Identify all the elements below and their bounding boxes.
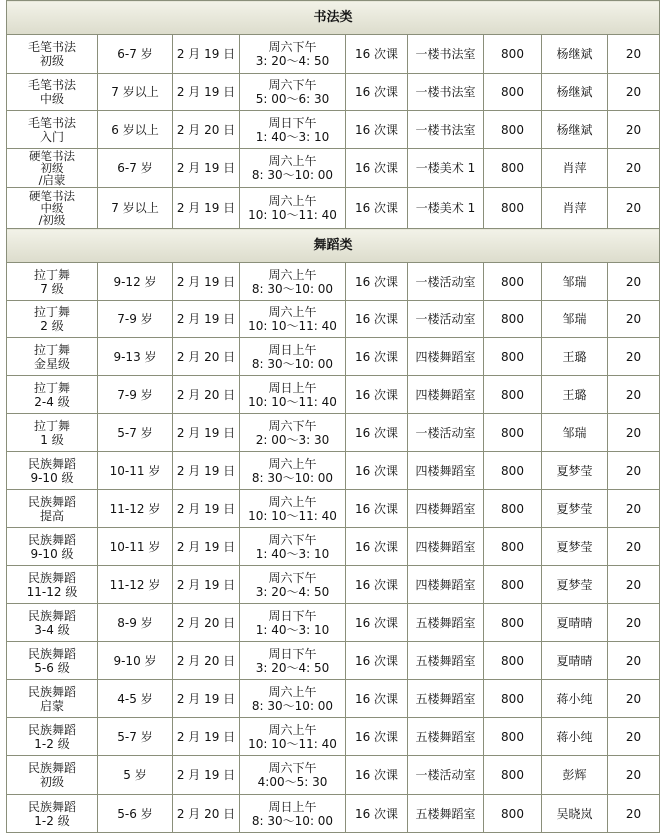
quota-cell: 20 [608,528,660,566]
fee-cell: 800 [484,376,542,414]
age-range-cell: 7 岁以上 [98,188,173,229]
class-time-cell [240,642,346,680]
fee-cell: 800 [484,74,542,111]
lesson-count-cell: 16 次课 [346,149,408,188]
table-row [7,414,660,452]
course-name-line: 初级 [39,54,64,68]
classroom-cell: 四楼舞蹈室 [408,338,484,376]
class-time-line: 周日下午 [268,646,317,661]
lesson-count-cell: 16 次课 [346,566,408,604]
course-name-cell [7,111,98,149]
start-date-cell: 2 月 19 日 [173,414,240,452]
schedule-table [6,0,660,833]
classroom-cell: 一楼活动室 [408,756,484,795]
table-row [7,149,660,188]
lesson-count-cell: 16 次课 [346,718,408,756]
class-time-cell [240,680,346,718]
start-date-cell: 2 月 19 日 [173,528,240,566]
course-name-cell [7,795,98,833]
course-name-line: 9-10 级 [30,546,74,561]
quota-cell: 20 [608,566,660,604]
course-name-cell [7,149,98,188]
quota-cell: 20 [608,263,660,301]
course-name-line: 5-6 级 [34,660,70,675]
class-time-line: 周日上午 [268,380,317,395]
table-row [7,490,660,528]
age-range-cell: 4-5 岁 [98,680,173,718]
course-name-line: 3-4 级 [34,622,70,637]
teacher-cell: 王璐 [542,376,608,414]
course-name-line: 中级 [40,201,64,215]
course-name-line: 民族舞蹈 [27,570,76,585]
lesson-count-cell: 16 次课 [346,642,408,680]
lesson-count-cell: 16 次课 [346,188,408,229]
course-name-line: 拉丁舞 [33,342,70,357]
fee-cell: 800 [484,188,542,229]
age-range-cell: 7 岁以上 [98,74,173,111]
course-name-line: 民族舞蹈 [27,608,76,623]
class-time-line: 周日上午 [268,799,317,814]
start-date-cell: 2 月 19 日 [173,74,240,111]
quota-cell: 20 [608,642,660,680]
quota-cell: 20 [608,452,660,490]
class-time-line: 周六上午 [268,305,317,319]
fee-cell: 800 [484,604,542,642]
start-date-cell: 2 月 19 日 [173,149,240,188]
course-name-line: 2-4 级 [34,394,70,409]
course-schedule [6,0,659,833]
course-name-line: 初级 [39,775,64,789]
quota-cell: 20 [608,35,660,74]
table-row [7,566,660,604]
course-name-line: 提高 [39,508,64,523]
course-name-line: /启蒙 [38,173,66,187]
class-time-cell [240,414,346,452]
course-name-cell [7,642,98,680]
teacher-cell: 肖萍 [542,188,608,229]
fee-cell: 800 [484,301,542,338]
table-row [7,452,660,490]
class-time-line: 4:00～5: 30 [257,775,328,789]
quota-cell: 20 [608,188,660,229]
lesson-count-cell: 16 次课 [346,111,408,149]
age-range-cell: 11-12 岁 [98,490,173,528]
classroom-cell: 四楼舞蹈室 [408,376,484,414]
classroom-cell: 四楼舞蹈室 [408,490,484,528]
start-date-cell: 2 月 20 日 [173,642,240,680]
age-range-cell: 7-9 岁 [98,376,173,414]
class-time-line: 8: 30～10: 00 [251,698,334,713]
class-time-line: 周六下午 [268,570,317,585]
table-row [7,680,660,718]
class-time-cell [240,188,346,229]
quota-cell: 20 [608,74,660,111]
class-time-cell [240,74,346,111]
lesson-count-cell: 16 次课 [346,263,408,301]
class-time-cell [240,452,346,490]
section-title: 舞蹈类 [7,229,660,263]
age-range-cell: 11-12 岁 [98,566,173,604]
course-name-line: 毛笔书法 [27,115,76,130]
table-row [7,528,660,566]
teacher-cell: 王璐 [542,338,608,376]
course-name-line: 1-2 级 [34,813,70,828]
class-time-line: 2: 00～3: 30 [255,432,330,447]
lesson-count-cell: 16 次课 [346,376,408,414]
age-range-cell: 6-7 岁 [98,149,173,188]
start-date-cell: 2 月 19 日 [173,452,240,490]
age-range-cell: 7-9 岁 [98,301,173,338]
class-time-line: 周日上午 [268,342,317,357]
age-range-cell: 5-6 岁 [98,795,173,833]
classroom-cell: 五楼舞蹈室 [408,680,484,718]
course-name-cell [7,414,98,452]
class-time-cell [240,263,346,301]
teacher-cell: 杨继斌 [542,74,608,111]
fee-cell: 800 [484,680,542,718]
course-name-line: 拉丁舞 [33,418,70,433]
class-time-line: 周六上午 [268,194,317,208]
class-time-cell [240,490,346,528]
course-name-cell [7,376,98,414]
table-row [7,376,660,414]
quota-cell: 20 [608,338,660,376]
course-name-line: 硬笔书法 [29,189,75,203]
quota-cell: 20 [608,756,660,795]
fee-cell: 800 [484,566,542,604]
teacher-cell: 邹瑞 [542,263,608,301]
class-time-cell [240,338,346,376]
course-name-line: 拉丁舞 [33,267,70,282]
section-header-row [7,229,660,263]
class-time-line: 8: 30～10: 00 [251,470,334,485]
teacher-cell: 邹瑞 [542,301,608,338]
class-time-line: 5: 00～6: 30 [255,92,330,106]
class-time-cell [240,149,346,188]
class-time-line: 周日下午 [268,115,317,130]
fee-cell: 800 [484,452,542,490]
class-time-line: 10: 10～11: 40 [248,508,337,523]
age-range-cell: 10-11 岁 [98,528,173,566]
fee-cell: 800 [484,795,542,833]
class-time-line: 周日下午 [268,608,317,623]
age-range-cell: 5-7 岁 [98,414,173,452]
age-range-cell: 8-9 岁 [98,604,173,642]
course-name-cell [7,338,98,376]
classroom-cell: 一楼书法室 [408,74,484,111]
course-name-cell [7,35,98,74]
classroom-cell: 四楼舞蹈室 [408,566,484,604]
fee-cell: 800 [484,111,542,149]
course-name-line: 民族舞蹈 [27,494,76,509]
lesson-count-cell: 16 次课 [346,301,408,338]
course-name-line: 7 级 [40,281,64,296]
table-row [7,718,660,756]
course-name-line: 民族舞蹈 [27,646,76,661]
quota-cell: 20 [608,795,660,833]
teacher-cell: 蒋小纯 [542,680,608,718]
class-time-cell [240,376,346,414]
class-time-cell [240,111,346,149]
class-time-cell [240,604,346,642]
fee-cell: 800 [484,35,542,74]
course-name-line: 民族舞蹈 [27,456,76,471]
classroom-cell: 五楼舞蹈室 [408,795,484,833]
start-date-cell: 2 月 20 日 [173,795,240,833]
course-name-cell [7,718,98,756]
class-time-line: 周六上午 [268,154,317,168]
teacher-cell: 彭辉 [542,756,608,795]
table-row [7,301,660,338]
quota-cell: 20 [608,376,660,414]
course-name-line: 金星级 [33,356,70,371]
teacher-cell: 邹瑞 [542,414,608,452]
quota-cell: 20 [608,414,660,452]
start-date-cell: 2 月 19 日 [173,566,240,604]
start-date-cell: 2 月 20 日 [173,604,240,642]
course-name-line: 初级 [40,161,64,175]
fee-cell: 800 [484,414,542,452]
age-range-cell: 9-13 岁 [98,338,173,376]
course-name-line: 9-10 级 [30,470,74,485]
class-time-line: 3: 20～4: 50 [255,54,330,68]
quota-cell: 20 [608,490,660,528]
teacher-cell: 杨继斌 [542,111,608,149]
classroom-cell: 四楼舞蹈室 [408,528,484,566]
start-date-cell: 2 月 19 日 [173,35,240,74]
teacher-cell: 夏梦莹 [542,566,608,604]
class-time-line: 10: 10～11: 40 [248,208,337,222]
teacher-cell: 夏梦莹 [542,452,608,490]
course-name-line: 2 级 [40,319,64,333]
start-date-cell: 2 月 19 日 [173,756,240,795]
class-time-line: 1: 40～3: 10 [255,622,330,637]
course-name-cell [7,263,98,301]
course-name-cell [7,756,98,795]
classroom-cell: 四楼舞蹈室 [408,452,484,490]
class-time-line: 1: 40～3: 10 [255,129,330,144]
lesson-count-cell: 16 次课 [346,795,408,833]
course-name-line: 11-12 级 [26,584,78,599]
teacher-cell: 蒋小纯 [542,718,608,756]
class-time-cell [240,566,346,604]
course-name-line: 民族舞蹈 [27,799,76,814]
course-name-line: 入门 [39,129,64,144]
fee-cell: 800 [484,756,542,795]
course-name-cell [7,74,98,111]
class-time-line: 10: 10～11: 40 [248,394,337,409]
class-time-cell [240,756,346,795]
course-name-line: 民族舞蹈 [27,722,76,737]
table-row [7,604,660,642]
start-date-cell: 2 月 19 日 [173,490,240,528]
lesson-count-cell: 16 次课 [346,604,408,642]
start-date-cell: 2 月 19 日 [173,301,240,338]
course-name-line: 硬笔书法 [29,149,75,163]
lesson-count-cell: 16 次课 [346,35,408,74]
course-name-cell [7,604,98,642]
classroom-cell: 一楼书法室 [408,35,484,74]
classroom-cell: 五楼舞蹈室 [408,642,484,680]
course-name-line: /初级 [38,213,66,227]
class-time-line: 8: 30～10: 00 [251,813,334,828]
fee-cell: 800 [484,528,542,566]
age-range-cell: 10-11 岁 [98,452,173,490]
class-time-line: 周六上午 [268,267,317,282]
class-time-line: 周六上午 [268,494,317,509]
class-time-cell [240,795,346,833]
fee-cell: 800 [484,490,542,528]
quota-cell: 20 [608,718,660,756]
table-row [7,642,660,680]
course-name-line: 启蒙 [39,698,64,713]
course-name-line: 民族舞蹈 [27,761,76,775]
class-time-line: 3: 20～4: 50 [255,584,330,599]
course-name-line: 1-2 级 [34,736,70,751]
course-name-line: 民族舞蹈 [27,532,76,547]
course-name-line: 毛笔书法 [27,40,76,54]
classroom-cell: 一楼活动室 [408,414,484,452]
course-name-line: 中级 [39,92,64,106]
age-range-cell: 5 岁 [98,756,173,795]
table-row [7,74,660,111]
class-time-line: 周六下午 [268,761,317,775]
table-row [7,188,660,229]
course-name-cell [7,566,98,604]
start-date-cell: 2 月 19 日 [173,188,240,229]
course-name-cell [7,680,98,718]
lesson-count-cell: 16 次课 [346,338,408,376]
class-time-line: 周六上午 [268,684,317,699]
table-row [7,263,660,301]
age-range-cell: 9-10 岁 [98,642,173,680]
class-time-line: 周六上午 [268,456,317,471]
fee-cell: 800 [484,338,542,376]
classroom-cell: 五楼舞蹈室 [408,604,484,642]
teacher-cell: 夏晴晴 [542,604,608,642]
age-range-cell: 6-7 岁 [98,35,173,74]
teacher-cell: 吴晓岚 [542,795,608,833]
quota-cell: 20 [608,301,660,338]
age-range-cell: 5-7 岁 [98,718,173,756]
quota-cell: 20 [608,149,660,188]
teacher-cell: 杨继斌 [542,35,608,74]
start-date-cell: 2 月 19 日 [173,718,240,756]
lesson-count-cell: 16 次课 [346,756,408,795]
lesson-count-cell: 16 次课 [346,74,408,111]
class-time-cell [240,301,346,338]
class-time-line: 8: 30～10: 00 [251,168,334,182]
quota-cell: 20 [608,604,660,642]
course-name-line: 拉丁舞 [33,380,70,395]
fee-cell: 800 [484,642,542,680]
course-name-cell [7,301,98,338]
lesson-count-cell: 16 次课 [346,452,408,490]
class-time-line: 周六上午 [268,722,317,737]
section-header-row [7,1,660,35]
start-date-cell: 2 月 20 日 [173,376,240,414]
class-time-line: 10: 10～11: 40 [248,319,337,333]
teacher-cell: 夏晴晴 [542,642,608,680]
quota-cell: 20 [608,111,660,149]
age-range-cell: 9-12 岁 [98,263,173,301]
table-row [7,338,660,376]
class-time-cell [240,528,346,566]
class-time-line: 周六下午 [268,40,317,54]
course-name-cell [7,528,98,566]
course-name-line: 民族舞蹈 [27,684,76,699]
class-time-line: 8: 30～10: 00 [251,281,334,296]
class-time-line: 周六下午 [268,78,317,92]
teacher-cell: 肖萍 [542,149,608,188]
table-row [7,756,660,795]
table-row [7,111,660,149]
class-time-line: 周六下午 [268,418,317,433]
fee-cell: 800 [484,718,542,756]
course-name-cell [7,452,98,490]
class-time-cell [240,718,346,756]
start-date-cell: 2 月 19 日 [173,263,240,301]
table-row [7,35,660,74]
lesson-count-cell: 16 次课 [346,680,408,718]
lesson-count-cell: 16 次课 [346,490,408,528]
class-time-line: 8: 30～10: 00 [251,356,334,371]
class-time-line: 10: 10～11: 40 [248,736,337,751]
teacher-cell: 夏梦莹 [542,528,608,566]
class-time-line: 3: 20～4: 50 [255,660,330,675]
start-date-cell: 2 月 19 日 [173,680,240,718]
table-row [7,795,660,833]
classroom-cell: 五楼舞蹈室 [408,718,484,756]
start-date-cell: 2 月 20 日 [173,111,240,149]
start-date-cell: 2 月 20 日 [173,338,240,376]
age-range-cell: 6 岁以上 [98,111,173,149]
fee-cell: 800 [484,149,542,188]
course-name-cell [7,188,98,229]
quota-cell: 20 [608,680,660,718]
classroom-cell: 一楼美术 1 [408,188,484,229]
class-time-cell [240,35,346,74]
classroom-cell: 一楼美术 1 [408,149,484,188]
fee-cell: 800 [484,263,542,301]
section-title: 书法类 [7,1,660,35]
course-name-line: 毛笔书法 [27,78,76,92]
teacher-cell: 夏梦莹 [542,490,608,528]
class-time-line: 1: 40～3: 10 [255,546,330,561]
classroom-cell: 一楼活动室 [408,301,484,338]
course-name-line: 1 级 [40,432,64,447]
lesson-count-cell: 16 次课 [346,414,408,452]
class-time-line: 周六下午 [268,532,317,547]
classroom-cell: 一楼活动室 [408,263,484,301]
course-name-cell [7,490,98,528]
course-name-line: 拉丁舞 [33,305,70,319]
lesson-count-cell: 16 次课 [346,528,408,566]
classroom-cell: 一楼书法室 [408,111,484,149]
